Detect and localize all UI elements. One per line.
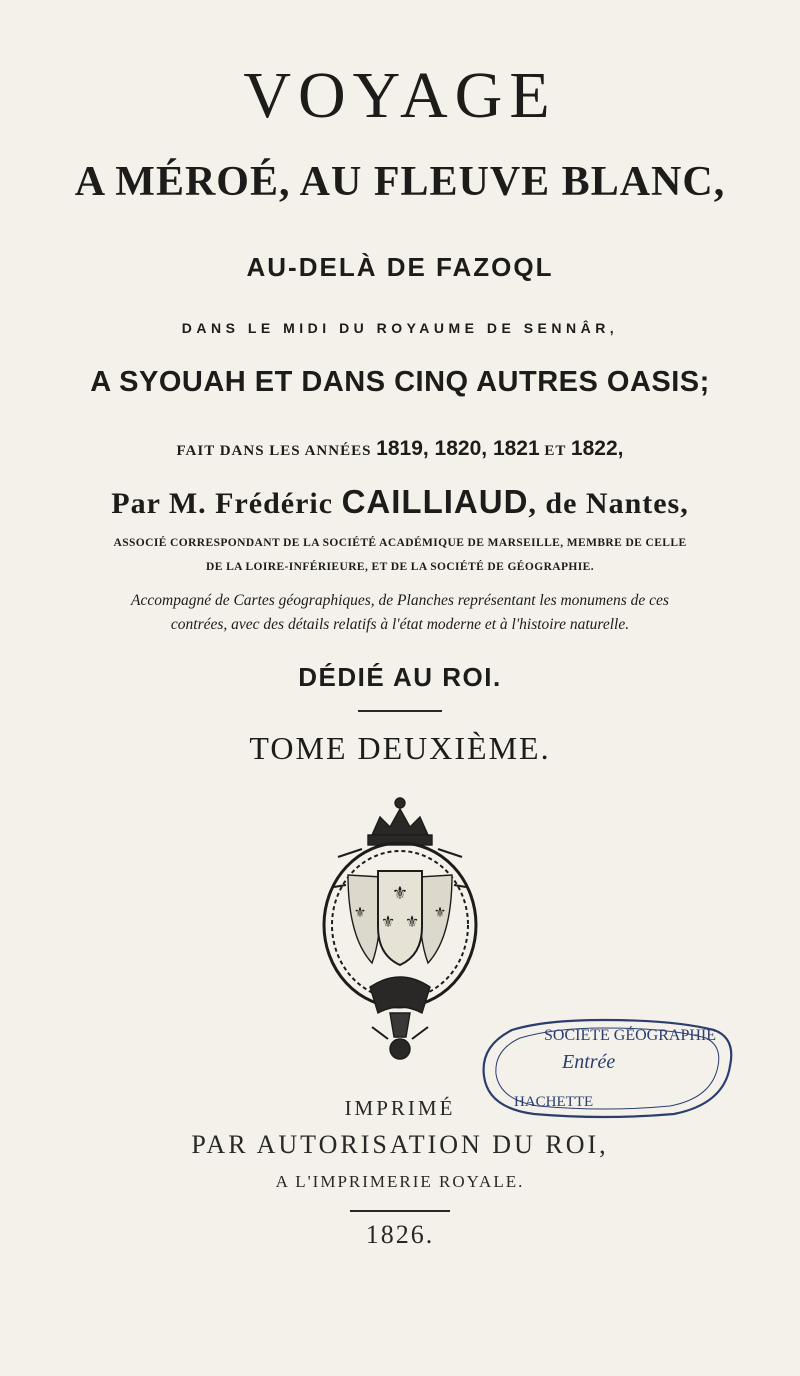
publication-year: 1826. — [365, 1220, 435, 1249]
dates-years: 1819, 1820, 1821 — [376, 437, 540, 460]
stamp-middle-text: Entrée — [562, 1051, 616, 1073]
dates-prefix: FAIT DANS LES ANNÉES — [176, 443, 377, 459]
author-name: CAILLIAUD — [341, 483, 529, 520]
affiliation-line-2: DE LA LOIRE-INFÉRIEURE, ET DE LA SOCIÉTÉ DE GÉOGRAPHIE. — [206, 561, 594, 573]
stamp-bottom-text: HACHETTE — [514, 1094, 594, 1110]
subtitle-syouah: A SYOUAH ET DANS CINQ AUTRES OASIS; — [90, 366, 710, 398]
divider-rule — [358, 710, 442, 712]
svg-text:⚜: ⚜ — [353, 906, 367, 921]
author-prefix: Par M. Frédéric — [111, 487, 342, 520]
subtitle-fazoql: AU-DELÀ DE FAZOQL — [246, 252, 554, 282]
imprint-press: A L'IMPRIMERIE ROYALE. — [275, 1172, 525, 1191]
author-line — [0, 483, 800, 521]
dates-joiner: ET — [539, 443, 571, 459]
svg-text:⚜: ⚜ — [404, 914, 420, 931]
affiliation-line-1: ASSOCIÉ CORRESPONDANT DE LA SOCIÉTÉ ACADÉMIQUE DE MARSEILLE, MEMBRE DE CELLE — [113, 537, 687, 549]
travel-dates — [0, 437, 800, 461]
imprint-rule — [350, 1210, 450, 1212]
book-title: VOYAGE — [243, 59, 557, 132]
contents-note-line-2: contrées, avec des détails relatifs à l'état moderne et à l'histoire naturelle. — [170, 616, 630, 633]
royal-arms-emblem — [310, 787, 490, 1067]
svg-text:⚜: ⚜ — [433, 906, 447, 921]
svg-text:⚜: ⚜ — [380, 914, 396, 931]
volume-label: TOME DEUXIÈME. — [249, 730, 551, 766]
subtitle-sennar: DANS LE MIDI DU ROYAUME DE SENNÂR, — [181, 320, 619, 336]
dedication: DÉDIÉ AU ROI. — [298, 662, 502, 692]
imprint-imprime: IMPRIMÉ — [344, 1096, 456, 1120]
contents-note-line-1: Accompagné de Cartes géographiques, de Planches représentant les monumens de ces — [131, 592, 669, 609]
dates-last-year: 1822, — [570, 437, 624, 460]
imprint-authorisation: PAR AUTORISATION DU ROI, — [191, 1130, 609, 1159]
subtitle-meroe: A MÉROÉ, AU FLEUVE BLANC, — [74, 159, 726, 205]
author-origin: , de Nantes, — [528, 487, 689, 520]
svg-text:⚜: ⚜ — [391, 883, 409, 903]
stamp-top-text: SOCIETE GÉOGRAPHIE — [544, 1027, 716, 1044]
